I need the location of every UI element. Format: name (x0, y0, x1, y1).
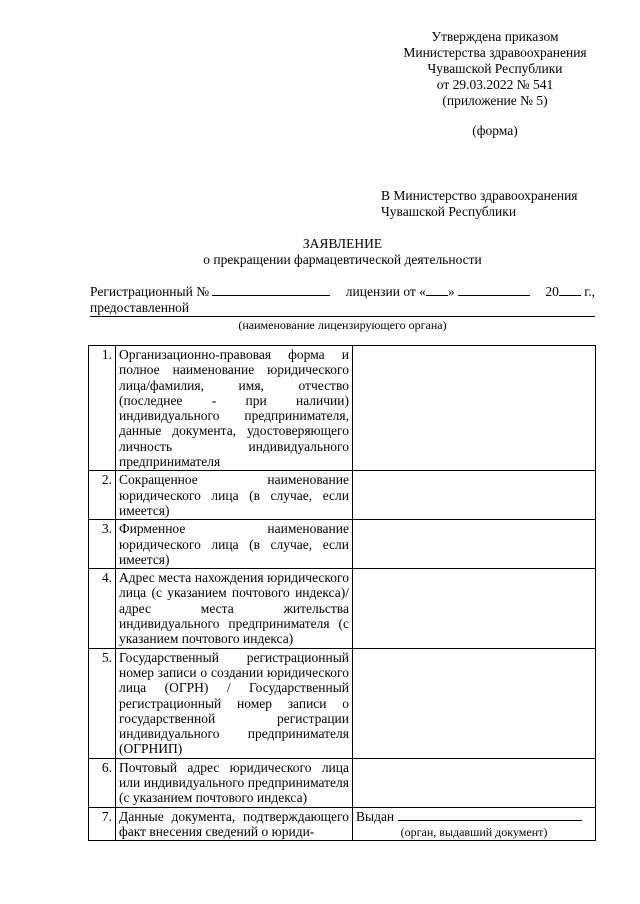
registration-line (90, 283, 595, 316)
row-value-cell[interactable] (353, 471, 596, 520)
table-row (89, 569, 596, 648)
row-description: Государственный регистрационный номер записи о создании юридического лица (ОГРН) / Государственный регистрационный номер записи о государственной регистрации индивидуального предпринимателя (ОГРНИП) (116, 648, 353, 758)
approval-line: (приложение № 5) (442, 93, 548, 108)
row-number: 4. (89, 569, 116, 648)
reg-number-label: Регистрационный № (90, 284, 210, 299)
row-number: 5. (89, 648, 116, 758)
application-table (88, 345, 596, 841)
row-number: 6. (89, 758, 116, 807)
month-field[interactable] (458, 283, 530, 296)
table-row (89, 807, 596, 841)
approval-stamp (380, 29, 610, 139)
reg-number-field[interactable] (212, 283, 330, 296)
row-description: Адрес места нахождения юридического лица (с указанием почтового индекса)/адрес места жительства индивидуального предпринимателя (с указанием почтового индекса) (116, 569, 353, 648)
row-number: 2. (89, 471, 116, 520)
approval-line: Чувашской Республики (427, 61, 563, 76)
row-value-cell[interactable] (353, 648, 596, 758)
issued-label: Выдан (356, 808, 395, 824)
form-label: (форма) (472, 123, 518, 138)
year-suffix: г., (584, 284, 595, 299)
licensor-field[interactable] (90, 316, 595, 333)
row-value-cell[interactable] (353, 758, 596, 807)
title-subheading: о прекращении фармацевтической деятельности (203, 252, 482, 267)
row-description: Организационно-правовая форма и полное наименование юридического лица/фамилия, имя, отчество (последнее - при наличии) индивидуального предпринимателя, данные документа, удостоверяющего личность индивидуального предпринимателя (116, 346, 353, 471)
row-number: 7. (89, 807, 116, 841)
granted-label: предоставленной (90, 300, 190, 315)
row-value-cell[interactable] (353, 569, 596, 648)
title-heading: ЗАЯВЛЕНИЕ (302, 236, 383, 251)
row-value-cell[interactable] (353, 346, 596, 471)
approval-line: Утверждена приказом (431, 29, 559, 44)
row-description: Почтовый адрес юридического лица или индивидуального предпринимателя (с указанием почтового индекса) (116, 758, 353, 807)
license-from-label: лицензии от « (345, 284, 426, 299)
quote-close: » (447, 284, 455, 299)
approval-line: Министерства здравоохранения (403, 45, 587, 60)
row-number: 3. (89, 520, 116, 569)
row-description: Фирменное наименование юридического лица (в случае, если имеется) (116, 520, 353, 569)
year-field[interactable] (559, 283, 581, 296)
licensor-caption: (наименование лицензирующего органа) (238, 318, 447, 332)
table-row (89, 346, 596, 471)
row-value-cell[interactable] (353, 807, 596, 841)
document-title (90, 236, 595, 268)
row-description: Сокращенное наименование юридического лица (в случае, если имеется) (116, 471, 353, 520)
row-value-cell[interactable] (353, 520, 596, 569)
addressee-line: В Министерство здравоохранения (381, 188, 578, 203)
addressee-line: Чувашской Республики (381, 204, 517, 219)
table-row (89, 648, 596, 758)
row-number: 1. (89, 346, 116, 471)
approval-line: от 29.03.2022 № 541 (436, 77, 554, 92)
table-row (89, 471, 596, 520)
row-description: Данные документа, подтверждающего факт внесения сведений о юриди- (116, 807, 353, 841)
issuer-field[interactable] (398, 809, 582, 821)
day-field[interactable] (426, 283, 448, 296)
issuer-caption: (орган, выдавший документ) (400, 824, 548, 839)
table-row (89, 520, 596, 569)
table-row (89, 758, 596, 807)
year-prefix: 20 (545, 284, 559, 299)
addressee (381, 188, 578, 220)
